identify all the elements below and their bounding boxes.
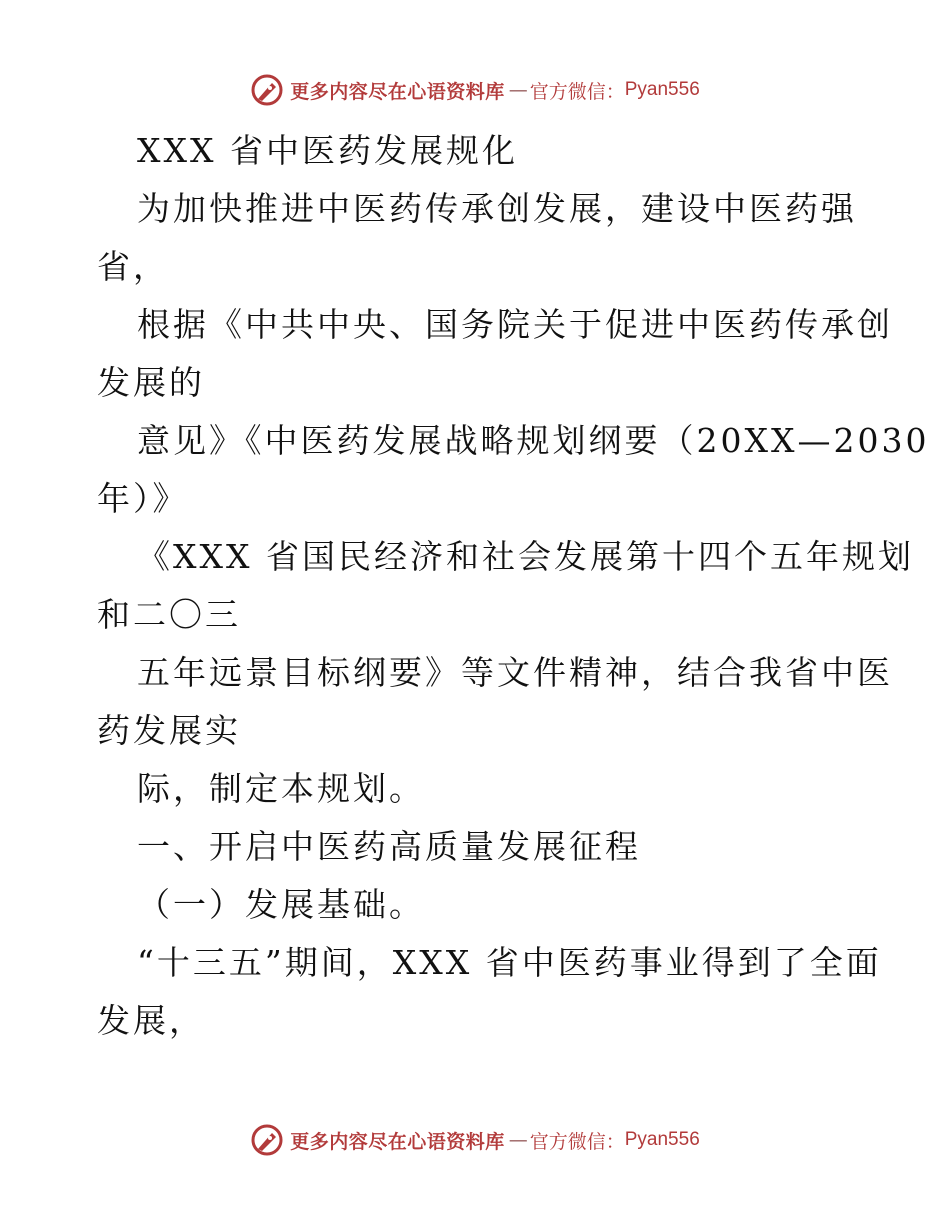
watermark-main-text: 更多内容尽在心语资料库 (290, 1130, 505, 1153)
watermark-main-text: 更多内容尽在心语资料库 (290, 80, 505, 103)
footer-watermark-banner (0, 1120, 950, 1160)
document-line: “十三五”期间，XXX 省中医药事业得到了全面 (137, 943, 882, 982)
document-line: 为加快推进中医药传承创发展，建设中医药强 (137, 189, 857, 228)
document-line: 际，制定本规划。 (137, 769, 425, 808)
document-line: 发展， (97, 1001, 205, 1040)
document-line: 年）》 (97, 479, 189, 518)
watermark-wechat-id: Pyan556 (624, 79, 700, 100)
watermark-wechat-label: 官方微信： (529, 80, 625, 103)
document-body (97, 122, 930, 1050)
document-line: 省， (97, 247, 169, 286)
watermark-wechat-label: 官方微信： (529, 1130, 625, 1153)
document-line: 根据《中共中央、国务院关于促进中医药传承创 (137, 305, 893, 344)
document-line: 发展的 (97, 363, 205, 402)
document-line: 药发展实 (97, 711, 241, 750)
watermark-separator: — (508, 79, 526, 101)
document-line: 意见》《中医药发展战略规划纲要（20XX—2030 (137, 421, 930, 460)
document-line: 五年远景目标纲要》等文件精神，结合我省中医 (137, 653, 893, 692)
pen-nib-circle-icon (250, 1123, 284, 1157)
document-line: （一）发展基础。 (137, 885, 425, 924)
watermark-separator: — (508, 1129, 526, 1151)
header-watermark-banner (0, 70, 950, 110)
watermark-wechat-id: Pyan556 (624, 1129, 700, 1150)
pen-nib-circle-icon (250, 73, 284, 107)
document-line: 《XXX 省国民经济和社会发展第十四个五年规划 (137, 537, 914, 576)
document-line: 一、开启中医药高质量发展征程 (137, 827, 641, 866)
document-line: XXX 省中医药发展规化 (137, 131, 518, 170)
document-line: 和二〇三 (97, 595, 241, 634)
